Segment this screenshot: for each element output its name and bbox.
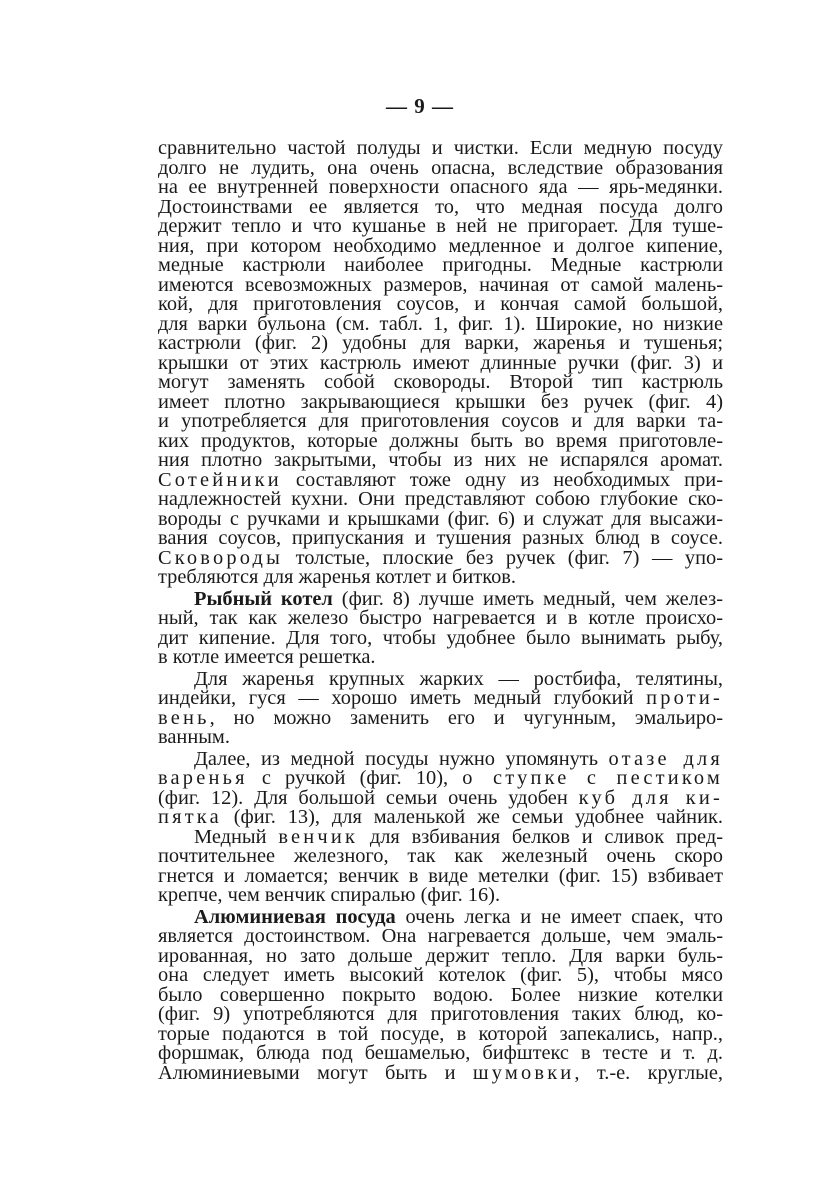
text-line: Далее, из медной посуды нужно упомянуть отазе для bbox=[194, 747, 723, 770]
text-line: варенья с ручкой (фиг. 10), о ступке с пестиком bbox=[158, 767, 723, 789]
text-line: для варки бульона (см. табл. 1, фиг. 1). Широкие, но низкие bbox=[158, 312, 723, 335]
text-line: ванным. bbox=[158, 726, 230, 748]
text-line: Для жаренья крупных жарких — ростбифа, телятины, bbox=[194, 667, 723, 690]
text-line: является достоинством. Она нагревается дольше, чем эмаль- bbox=[158, 925, 723, 947]
text-line: ния плотно закрытыми, чтобы из них не испарялся аромат. bbox=[158, 449, 723, 471]
text-line: ких продуктов, которые должны быть во время приготовле- bbox=[158, 429, 723, 452]
text-line: Рыбный котел (фиг. 8) лучше иметь медный, чем желез- bbox=[194, 587, 723, 610]
text-line: вания соусов, припускания и тушения разных блюд в соусе. bbox=[158, 527, 723, 549]
spaced-term: Сотейники bbox=[158, 468, 282, 491]
text-line: требляются для жаренья котлет и битков. bbox=[158, 566, 517, 588]
spaced-term: пятка bbox=[158, 806, 222, 828]
text-line: крышки от этих кастрюль имеют длинные ручки (фиг. 3) и bbox=[158, 351, 723, 374]
spaced-term: куб для ки- bbox=[578, 786, 724, 809]
spaced-term: варенья bbox=[158, 767, 248, 789]
text-line: кастрюли (фиг. 2) удобны для варки, жаренья и тушенья; bbox=[158, 332, 723, 354]
spaced-term: венчик bbox=[278, 825, 359, 848]
text-line: Алюминиевая посуда очень легка и не имеет спаек, что bbox=[194, 905, 723, 928]
text-line: гнется и ломается; венчик в виде метелки (фиг. 15) взбивает bbox=[158, 864, 723, 887]
text-line: торые подаются в той посуде, в которой запекались, напр., bbox=[158, 1022, 723, 1045]
text-line: держит тепло и что кушанье в ней не пригорает. Для туше- bbox=[158, 215, 723, 237]
text-line: сравнительно частой полуды и чистки. Если медную посуду bbox=[158, 137, 723, 159]
text-line: кой, для приготовления соусов, и кончая самой большой, bbox=[158, 293, 723, 315]
text-line: дит кипение. Для того, чтобы удобнее было вынимать рыбу, bbox=[158, 626, 723, 649]
text-line: надлежностей кухни. Они представляют собою глубокие ско- bbox=[158, 488, 723, 510]
text-line: ния, при котором необходимо медленное и долгое кипение, bbox=[158, 234, 723, 257]
body-text bbox=[158, 139, 723, 1083]
text-line: она следует иметь высокий котелок (фиг. 5), чтобы мясо bbox=[158, 964, 723, 986]
text-line: Алюминиевыми могут быть и шумовки, т.-е. круглые, bbox=[158, 1061, 723, 1084]
text-line: в котле имеется решетка. bbox=[158, 646, 376, 668]
spaced-term: шумовки bbox=[472, 1061, 575, 1084]
spaced-term: Сковороды bbox=[158, 546, 284, 569]
text-line: ированная, но зато дольше держит тепло. Для варки буль- bbox=[158, 944, 723, 967]
bold-term: Алюминиевая посуда bbox=[194, 905, 396, 928]
text-line: на ее внутренней поверхности опасного яда — ярь-медянки. bbox=[158, 176, 723, 198]
page-number: — 9 — bbox=[386, 94, 454, 118]
text-line: Сковороды толстые, плоские без ручек (фиг. 7) — упо- bbox=[158, 546, 723, 569]
text-line: (фиг. 9) употребляются для приготовления таких блюд, ко- bbox=[158, 1003, 723, 1025]
spaced-term: отазе для bbox=[608, 747, 723, 770]
text-line: могут заменять собой сковороды. Второй тип кастрюль bbox=[158, 371, 723, 393]
text-line: имеются всевозможных размеров, начиная от самой малень- bbox=[158, 273, 723, 296]
text-line: долго не лудить, она очень опасна, вследствие образования bbox=[158, 156, 723, 179]
text-line: Медный венчик для взбивания белков и сливок пред- bbox=[194, 825, 723, 848]
bold-term: Рыбный котел bbox=[194, 587, 333, 610]
text-line: пятка (фиг. 13), для маленькой же семьи удобнее чайник. bbox=[158, 806, 723, 828]
text-line: вороды с ручками и крышками (фиг. 6) и служат для высажи- bbox=[158, 507, 723, 530]
text-line: Достоинствами ее является то, что медная посуда долго bbox=[158, 195, 723, 218]
text-line: форшмак, блюда под бешамелью, бифштекс в тесте и т. д. bbox=[158, 1042, 723, 1064]
text-line: вень, но можно заменить его и чугунным, эмальиро- bbox=[158, 706, 723, 729]
spaced-term: вень bbox=[158, 706, 210, 729]
spaced-term: проти- bbox=[646, 687, 723, 709]
spaced-term: о ступке с пестиком bbox=[462, 767, 723, 789]
text-line: (фиг. 12). Для большой семьи очень удобен куб для ки- bbox=[158, 786, 724, 809]
text-line: было совершенно покрыто водою. Более низкие котелки bbox=[158, 983, 723, 1006]
text-line: ный, так как железо быстро нагревается и в котле происхо- bbox=[158, 607, 723, 629]
text-line: крепче, чем венчик спиралью (фиг. 16). bbox=[158, 884, 501, 906]
text-line: почтительнее железного, так как железный очень скоро bbox=[158, 845, 723, 867]
text-line: Сотейники составляют тоже одну из необходимых при- bbox=[158, 468, 723, 491]
text-line: и употребляется для приготовления соусов и для варки та- bbox=[158, 410, 723, 432]
text-line: имеет плотно закрывающиеся крышки без ручек (фиг. 4) bbox=[158, 390, 723, 413]
text-line: медные кастрюли наиболее пригодны. Медные кастрюли bbox=[158, 254, 723, 276]
text-line: индейки, гуся — хорошо иметь медный глубокий проти- bbox=[158, 687, 723, 709]
